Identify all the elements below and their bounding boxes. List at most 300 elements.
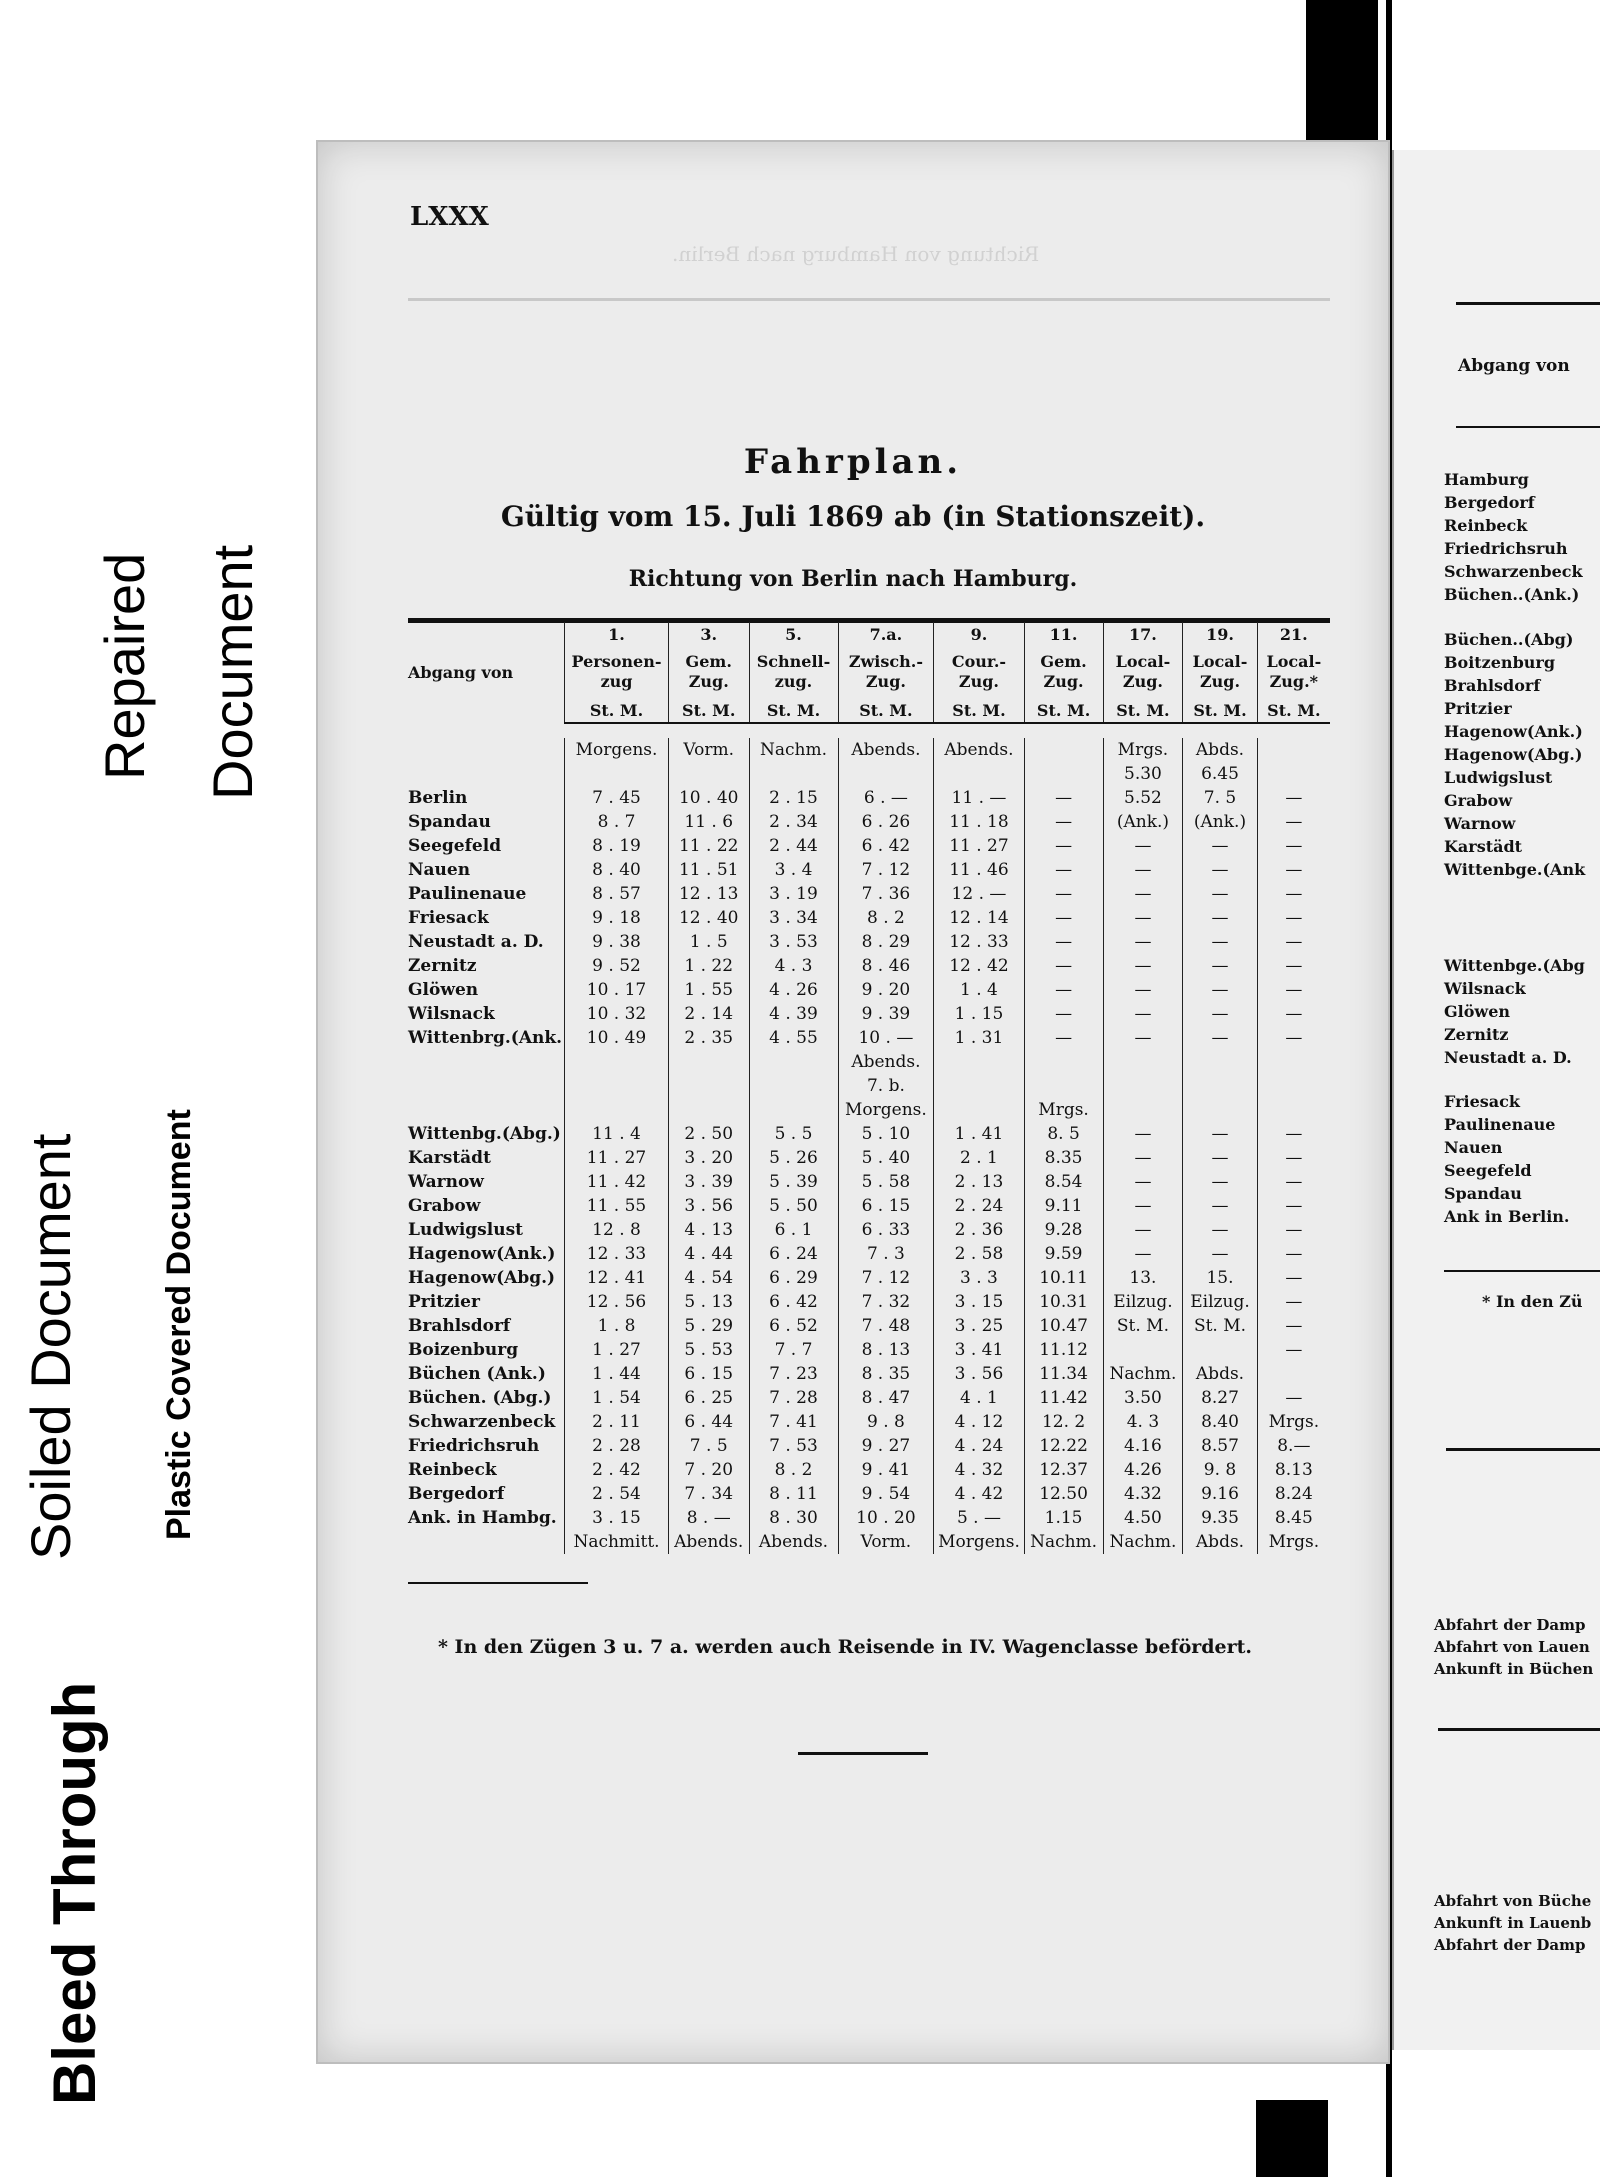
time-cell: 10 . — <box>838 1026 934 1050</box>
time-cell: 3 . 15 <box>565 1506 669 1530</box>
adjacent-header: Abgang von <box>1458 356 1570 376</box>
time-cell: — <box>1183 954 1257 978</box>
time-cell: — <box>1024 810 1103 834</box>
time-cell: Vorm. <box>668 738 749 762</box>
time-cell: 7 . 7 <box>749 1338 838 1362</box>
time-cell: — <box>1103 1194 1183 1218</box>
adjacent-page <box>1392 150 1600 2050</box>
time-cell <box>1024 1074 1103 1098</box>
time-cell: — <box>1257 882 1330 906</box>
station-name: Spandau <box>408 812 491 832</box>
time-cell: 3 . 56 <box>934 1362 1024 1386</box>
bleed-through-heading: Richtung von Hamburg nach Berlin. <box>672 242 1040 266</box>
timetable-row <box>408 1362 1330 1386</box>
time-cell: Abds. <box>1183 738 1257 762</box>
time-cell: 3.50 <box>1103 1386 1183 1410</box>
time-cell: 6 . 42 <box>838 834 934 858</box>
time-cell: 7 . 48 <box>838 1314 934 1338</box>
timetable-row <box>408 1242 1330 1266</box>
time-cell: 2 . 24 <box>934 1194 1024 1218</box>
time-cell: 1 . 8 <box>565 1314 669 1338</box>
time-cell <box>934 762 1024 786</box>
time-cell: 7. 5 <box>1183 786 1257 810</box>
time-cell: 8 . 13 <box>838 1338 934 1362</box>
station-name: Wilsnack <box>408 1004 495 1024</box>
time-cell <box>1183 1098 1257 1122</box>
time-cell: 1 . 27 <box>565 1338 669 1362</box>
time-cell <box>749 1098 838 1122</box>
time-cell: 9 . 8 <box>838 1410 934 1434</box>
time-cell: 10 . 32 <box>565 1002 669 1026</box>
adjacent-line: Paulinenaue <box>1444 1115 1556 1134</box>
time-cell: 11.12 <box>1024 1338 1103 1362</box>
station-name: Paulinenaue <box>408 884 527 904</box>
time-cell: 9 . 18 <box>565 906 669 930</box>
adjacent-line: Seegefeld <box>1444 1161 1532 1180</box>
adjacent-stations-b <box>1444 628 1585 881</box>
time-cell: 7 . 5 <box>668 1434 749 1458</box>
time-cell: 8 . 30 <box>749 1506 838 1530</box>
train-unit: St. M. <box>1024 698 1103 723</box>
time-cell: 10 . 40 <box>668 786 749 810</box>
time-cell: — <box>1257 1314 1330 1338</box>
scan-black-bar-bottom <box>1256 2100 1328 2177</box>
station-name: Pritzier <box>408 1292 480 1312</box>
time-cell: — <box>1257 810 1330 834</box>
time-cell: 10.31 <box>1024 1290 1103 1314</box>
station-name: Neustadt a. D. <box>408 932 544 952</box>
time-cell <box>1024 762 1103 786</box>
time-cell: 5 . 58 <box>838 1170 934 1194</box>
time-cell: 12.50 <box>1024 1482 1103 1506</box>
time-cell: — <box>1103 1170 1183 1194</box>
time-cell <box>565 1050 669 1074</box>
time-cell: 5 . — <box>934 1506 1024 1530</box>
time-cell: 3 . 34 <box>749 906 838 930</box>
adjacent-header-rule <box>1456 426 1600 428</box>
time-cell: 4 . 44 <box>668 1242 749 1266</box>
time-cell <box>934 1074 1024 1098</box>
time-cell: 10.47 <box>1024 1314 1103 1338</box>
station-name: Hagenow(Abg.) <box>408 1268 556 1288</box>
time-cell: 9 . 39 <box>838 1002 934 1026</box>
time-cell: 7 . 12 <box>838 858 934 882</box>
time-cell <box>1257 738 1330 762</box>
timetable-row <box>408 1194 1330 1218</box>
adjacent-line: Spandau <box>1444 1184 1522 1203</box>
time-cell: 4 . 42 <box>934 1482 1024 1506</box>
time-cell: 4 . 26 <box>749 978 838 1002</box>
time-cell: — <box>1103 930 1183 954</box>
timetable-row <box>408 1146 1330 1170</box>
time-cell: 5 . 26 <box>749 1146 838 1170</box>
train-type: Local-Zug. <box>1183 646 1257 698</box>
time-cell: 7 . 3 <box>838 1242 934 1266</box>
timetable-row <box>408 1434 1330 1458</box>
time-cell: 1.15 <box>1024 1506 1103 1530</box>
time-cell: 11 . 6 <box>668 810 749 834</box>
time-cell: 9.28 <box>1024 1218 1103 1242</box>
time-cell: 6 . 15 <box>668 1362 749 1386</box>
time-cell <box>1183 1338 1257 1362</box>
train-type: Schnell-zug. <box>749 646 838 698</box>
time-cell: 3 . 25 <box>934 1314 1024 1338</box>
time-cell: 6.45 <box>1183 762 1257 786</box>
repaired-label-line1: Repaired <box>93 552 156 780</box>
time-cell: — <box>1183 906 1257 930</box>
time-cell <box>1024 738 1103 762</box>
plastic-label: Plastic Covered Document <box>160 1109 198 1540</box>
time-cell: 8 . 47 <box>838 1386 934 1410</box>
time-cell: 11 . 55 <box>565 1194 669 1218</box>
station-name: Ank. in Hambg. <box>408 1508 557 1528</box>
time-cell: — <box>1183 1026 1257 1050</box>
time-cell: 8.45 <box>1257 1506 1330 1530</box>
time-cell: 4 . 32 <box>934 1458 1024 1482</box>
time-cell: 2 . 50 <box>668 1122 749 1146</box>
time-cell <box>1257 1050 1330 1074</box>
time-cell: 11 . 22 <box>668 834 749 858</box>
train-type: Zwisch.-Zug. <box>838 646 934 698</box>
timetable-row <box>408 762 1330 786</box>
time-cell: Nachm. <box>1103 1530 1183 1554</box>
timetable-row <box>408 1050 1330 1074</box>
time-cell: — <box>1103 954 1183 978</box>
time-cell: 6 . 42 <box>749 1290 838 1314</box>
time-cell: 4. 3 <box>1103 1410 1183 1434</box>
time-cell: 3 . 4 <box>749 858 838 882</box>
adjacent-line: Nauen <box>1444 1138 1503 1157</box>
time-cell: — <box>1257 1122 1330 1146</box>
time-cell <box>668 762 749 786</box>
station-name: Büchen (Ank.) <box>408 1364 546 1384</box>
train-number: 5. <box>749 622 838 646</box>
time-cell: 9 . 52 <box>565 954 669 978</box>
time-cell: 3 . 56 <box>668 1194 749 1218</box>
time-cell: 6 . 1 <box>749 1218 838 1242</box>
adjacent-stations-a <box>1444 468 1583 606</box>
adjacent-top-rule <box>1456 302 1600 305</box>
adjacent-line: Warnow <box>1444 814 1516 833</box>
time-cell: Vorm. <box>838 1530 934 1554</box>
adjacent-bottom-rule <box>1444 1270 1600 1272</box>
timetable-row <box>408 906 1330 930</box>
time-cell: 4 . 13 <box>668 1218 749 1242</box>
time-cell <box>838 762 934 786</box>
timetable-row <box>408 1266 1330 1290</box>
time-cell: Abends. <box>749 1530 838 1554</box>
station-name: Wittenbg.(Abg.) <box>408 1124 561 1144</box>
station-name: Friesack <box>408 908 489 928</box>
time-cell: 12. 2 <box>1024 1410 1103 1434</box>
time-cell: 7. b. <box>838 1074 934 1098</box>
adjacent-line: Büchen..(Abg) <box>1444 630 1574 649</box>
time-cell: 12 . 33 <box>565 1242 669 1266</box>
time-cell: Mrgs. <box>1257 1410 1330 1434</box>
adjacent-line: Boitzenburg <box>1444 653 1555 672</box>
adjacent-line: Glöwen <box>1444 1002 1510 1021</box>
adjacent-line: Hagenow(Abg.) <box>1444 745 1583 764</box>
time-cell: 8 . 29 <box>838 930 934 954</box>
station-name <box>408 738 565 762</box>
time-cell: 6 . 24 <box>749 1242 838 1266</box>
time-cell: — <box>1103 834 1183 858</box>
time-cell: — <box>1024 882 1103 906</box>
time-cell: — <box>1183 858 1257 882</box>
time-cell: 8 . — <box>668 1506 749 1530</box>
timetable-row <box>408 1530 1330 1554</box>
time-cell: 11 . 27 <box>934 834 1024 858</box>
time-cell: 6 . 44 <box>668 1410 749 1434</box>
time-cell: 7 . 45 <box>565 786 669 810</box>
timetable-row <box>408 1338 1330 1362</box>
adjacent-notes-a <box>1434 1614 1593 1680</box>
time-cell: 3 . 3 <box>934 1266 1024 1290</box>
adjacent-notes-b <box>1434 1890 1591 1956</box>
time-cell: — <box>1257 978 1330 1002</box>
time-cell: — <box>1257 1002 1330 1026</box>
time-cell: — <box>1103 906 1183 930</box>
train-number: 21. <box>1257 622 1330 646</box>
adjacent-line: Bergedorf <box>1444 493 1535 512</box>
time-cell: 6 . 29 <box>749 1266 838 1290</box>
time-cell: 3 . 19 <box>749 882 838 906</box>
timetable-row <box>408 858 1330 882</box>
time-cell: — <box>1103 1146 1183 1170</box>
time-cell <box>749 762 838 786</box>
time-cell: — <box>1257 1026 1330 1050</box>
adjacent-line: Ludwigslust <box>1444 768 1553 787</box>
timetable-row <box>408 1290 1330 1314</box>
time-cell: — <box>1024 906 1103 930</box>
time-cell: 10 . 20 <box>838 1506 934 1530</box>
time-cell: Eilzug. <box>1183 1290 1257 1314</box>
time-cell: Mrgs. <box>1103 738 1183 762</box>
time-cell: 1 . 4 <box>934 978 1024 1002</box>
adjacent-rule-3 <box>1438 1728 1600 1731</box>
time-cell: 9. 8 <box>1183 1458 1257 1482</box>
time-cell: — <box>1103 1002 1183 1026</box>
time-cell <box>934 1050 1024 1074</box>
time-cell: 5 . 5 <box>749 1122 838 1146</box>
time-cell: 2 . 28 <box>565 1434 669 1458</box>
station-name: Zernitz <box>408 956 477 976</box>
time-cell <box>565 1074 669 1098</box>
time-cell: — <box>1257 1218 1330 1242</box>
time-cell: 8.54 <box>1024 1170 1103 1194</box>
time-cell: Morgens. <box>565 738 669 762</box>
time-cell: Abds. <box>1183 1530 1257 1554</box>
adjacent-line: Pritzier <box>1444 699 1512 718</box>
station-name <box>408 1074 565 1098</box>
time-cell: 11 . 42 <box>565 1170 669 1194</box>
time-cell: 11 . 18 <box>934 810 1024 834</box>
timetable-row <box>408 978 1330 1002</box>
time-cell: 5 . 10 <box>838 1122 934 1146</box>
time-cell: St. M. <box>1103 1314 1183 1338</box>
time-cell: 11.42 <box>1024 1386 1103 1410</box>
time-cell: 12 . 8 <box>565 1218 669 1242</box>
adjacent-rule-2 <box>1446 1448 1600 1451</box>
soiled-label: Soiled Document <box>19 1133 82 1560</box>
station-name <box>408 1098 565 1122</box>
time-cell <box>1257 1098 1330 1122</box>
timetable-row <box>408 834 1330 858</box>
bleed-through-rule <box>408 298 1330 301</box>
time-cell: 9 . 20 <box>838 978 934 1002</box>
time-cell: 7 . 28 <box>749 1386 838 1410</box>
adjacent-line: Brahlsdorf <box>1444 676 1541 695</box>
station-name <box>408 1530 565 1554</box>
train-unit: St. M. <box>934 698 1024 723</box>
time-cell <box>1103 1050 1183 1074</box>
time-cell: 8. 5 <box>1024 1122 1103 1146</box>
time-cell: Nachmitt. <box>565 1530 669 1554</box>
timetable-row <box>408 738 1330 762</box>
train-number: 3. <box>668 622 749 646</box>
time-cell: Morgens. <box>934 1530 1024 1554</box>
time-cell: — <box>1024 978 1103 1002</box>
time-cell: — <box>1257 1338 1330 1362</box>
time-cell: — <box>1103 858 1183 882</box>
time-cell: — <box>1103 978 1183 1002</box>
adjacent-line: Schwarzenbeck <box>1444 562 1583 581</box>
station-name: Ludwigslust <box>408 1220 523 1240</box>
adjacent-line: Wittenbge.(Ank <box>1444 860 1586 879</box>
time-cell: Nachm. <box>1103 1362 1183 1386</box>
timetable-row <box>408 1506 1330 1530</box>
time-cell: 15. <box>1183 1266 1257 1290</box>
time-cell: 4.32 <box>1103 1482 1183 1506</box>
time-cell: — <box>1183 882 1257 906</box>
time-cell: 11.34 <box>1024 1362 1103 1386</box>
time-cell: 4.50 <box>1103 1506 1183 1530</box>
time-cell: 12 . — <box>934 882 1024 906</box>
train-number: 11. <box>1024 622 1103 646</box>
time-cell: Nachm. <box>1024 1530 1103 1554</box>
time-cell: 1 . 22 <box>668 954 749 978</box>
time-cell: 2 . 11 <box>565 1410 669 1434</box>
time-cell: 2 . 54 <box>565 1482 669 1506</box>
time-cell: — <box>1024 858 1103 882</box>
station-name: Reinbeck <box>408 1460 497 1480</box>
time-cell <box>565 1098 669 1122</box>
time-cell: 7 . 23 <box>749 1362 838 1386</box>
time-cell: — <box>1183 1146 1257 1170</box>
time-cell: 7 . 41 <box>749 1410 838 1434</box>
adjacent-footnote: * In den Zü <box>1482 1292 1583 1311</box>
time-cell <box>1257 1074 1330 1098</box>
time-cell: 9.35 <box>1183 1506 1257 1530</box>
time-cell <box>1103 1338 1183 1362</box>
time-cell: — <box>1024 954 1103 978</box>
time-cell: 12 . 42 <box>934 954 1024 978</box>
time-cell: 1 . 31 <box>934 1026 1024 1050</box>
time-cell: 4 . 54 <box>668 1266 749 1290</box>
train-unit: St. M. <box>1103 698 1183 723</box>
station-name: Boizenburg <box>408 1340 519 1360</box>
time-cell: (Ank.) <box>1183 810 1257 834</box>
time-cell: 6 . — <box>838 786 934 810</box>
timetable-row <box>408 1002 1330 1026</box>
adjacent-stations-d <box>1444 1090 1569 1228</box>
time-cell: — <box>1024 786 1103 810</box>
time-cell: 11 . 46 <box>934 858 1024 882</box>
time-cell: 8.40 <box>1183 1410 1257 1434</box>
direction-heading: Richtung von Berlin nach Hamburg. <box>628 566 1078 592</box>
time-cell: 5.52 <box>1103 786 1183 810</box>
time-cell: 10 . 49 <box>565 1026 669 1050</box>
time-cell: 8.13 <box>1257 1458 1330 1482</box>
time-cell: — <box>1257 834 1330 858</box>
time-cell: 3 . 41 <box>934 1338 1024 1362</box>
train-type: Cour.-Zug. <box>934 646 1024 698</box>
time-cell <box>1103 1098 1183 1122</box>
time-cell: 6 . 26 <box>838 810 934 834</box>
time-cell: 8 . 40 <box>565 858 669 882</box>
timetable-row <box>408 1074 1330 1098</box>
station-name: Bergedorf <box>408 1484 505 1504</box>
time-cell: 12 . 33 <box>934 930 1024 954</box>
time-cell: 9.16 <box>1183 1482 1257 1506</box>
time-cell: — <box>1257 1170 1330 1194</box>
time-cell: — <box>1257 954 1330 978</box>
station-name: Warnow <box>408 1172 484 1192</box>
time-cell: 10 . 17 <box>565 978 669 1002</box>
time-cell: 2 . 1 <box>934 1146 1024 1170</box>
station-name: Glöwen <box>408 980 479 1000</box>
repaired-label-line2: Document <box>201 544 264 800</box>
station-name: Seegefeld <box>408 836 502 856</box>
time-cell: 1 . 15 <box>934 1002 1024 1026</box>
time-cell: 12 . 40 <box>668 906 749 930</box>
time-cell: 10.11 <box>1024 1266 1103 1290</box>
time-cell: 3 . 53 <box>749 930 838 954</box>
time-cell: — <box>1183 1122 1257 1146</box>
time-cell: 12.37 <box>1024 1458 1103 1482</box>
time-cell: St. M. <box>1183 1314 1257 1338</box>
time-cell: 6 . 25 <box>668 1386 749 1410</box>
adjacent-line: Ankunft in Büchen <box>1434 1660 1594 1678</box>
time-cell: 8 . 2 <box>838 906 934 930</box>
time-cell: — <box>1257 1194 1330 1218</box>
time-cell: 2 . 58 <box>934 1242 1024 1266</box>
time-cell: 7 . 53 <box>749 1434 838 1458</box>
time-cell: 7 . 34 <box>668 1482 749 1506</box>
train-type: Local-Zug. <box>1103 646 1183 698</box>
time-cell: Abends. <box>838 738 934 762</box>
footnote: * In den Zügen 3 u. 7 a. werden auch Reisende in IV. Wagenclasse befördert. <box>438 1636 1253 1658</box>
time-cell <box>668 1074 749 1098</box>
time-cell: 5 . 39 <box>749 1170 838 1194</box>
time-cell: 9 . 54 <box>838 1482 934 1506</box>
time-cell: 9.11 <box>1024 1194 1103 1218</box>
document-subtitle: Gültig vom 15. Juli 1869 ab (in Stationszeit). <box>500 500 1206 533</box>
time-cell: Abends. <box>934 738 1024 762</box>
time-cell: — <box>1257 858 1330 882</box>
timetable-row <box>408 1386 1330 1410</box>
station-name <box>408 1050 565 1074</box>
time-cell: 8.— <box>1257 1434 1330 1458</box>
adjacent-line: Zernitz <box>1444 1025 1509 1044</box>
time-cell: (Ank.) <box>1103 810 1183 834</box>
time-cell: 8 . 7 <box>565 810 669 834</box>
train-unit: St. M. <box>1183 698 1257 723</box>
time-cell: 8 . 19 <box>565 834 669 858</box>
time-cell <box>749 1074 838 1098</box>
time-cell: 2 . 14 <box>668 1002 749 1026</box>
time-cell: 11 . 27 <box>565 1146 669 1170</box>
